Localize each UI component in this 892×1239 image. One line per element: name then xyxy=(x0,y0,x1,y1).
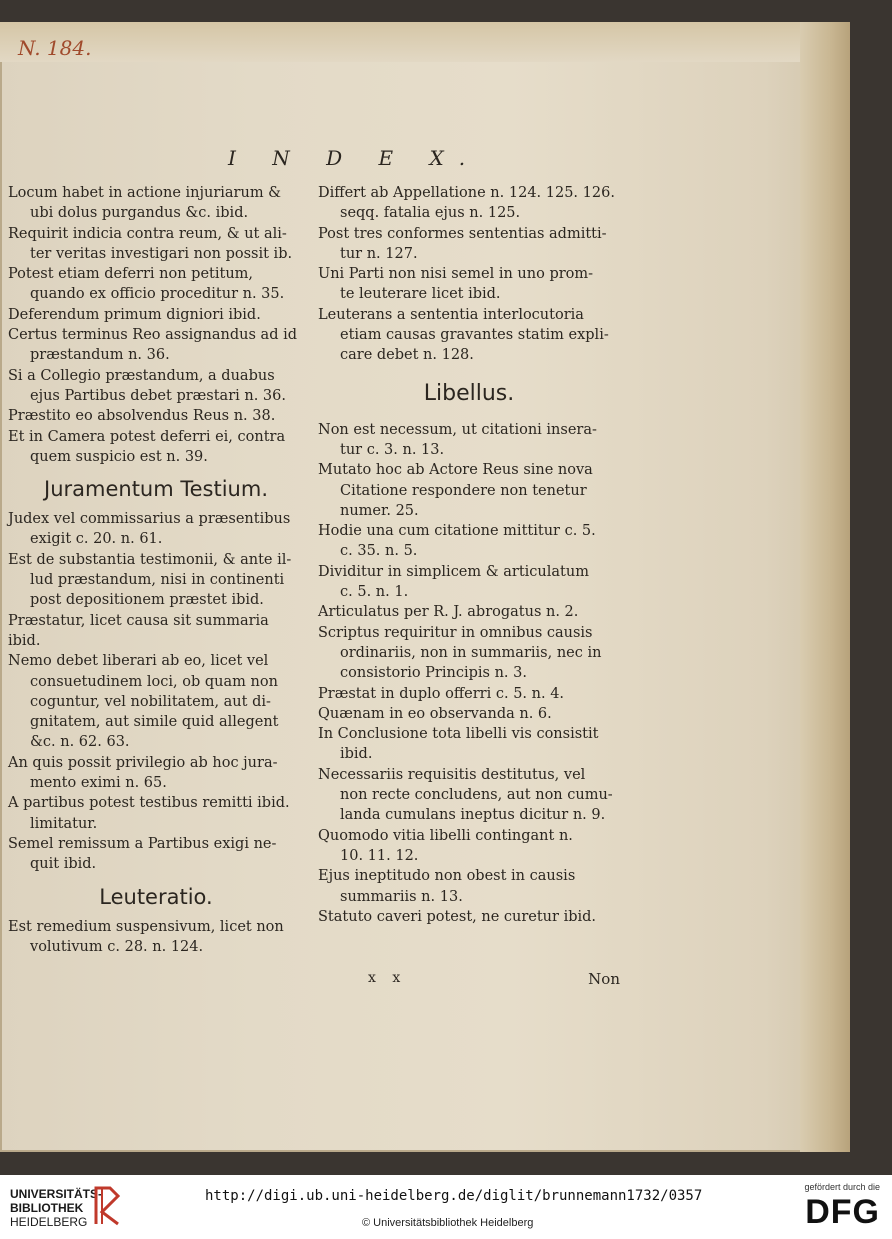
index-entry xyxy=(8,509,304,550)
entry-line: Et in Camera potest deferri ei, contra xyxy=(8,428,286,445)
signature-mark: x x xyxy=(368,970,407,986)
library-logo-text[interactable] xyxy=(10,1187,102,1229)
entry-line: exigit c. 20. n. 61. xyxy=(30,531,163,548)
entry-line: Scriptus requiritur in omnibus causis xyxy=(318,624,593,641)
entry-line: Nemo debet liberari ab eo, licet vel xyxy=(8,653,269,670)
entry-line: Potest etiam deferri non petitum, xyxy=(8,266,254,283)
index-entry xyxy=(8,834,304,875)
entry-line: lud præstandum, nisi in continenti xyxy=(30,572,285,589)
index-entry xyxy=(318,623,620,684)
entry-line: Requirit indicia contra reum, & ut ali- xyxy=(8,225,287,242)
entry-line: Præstito eo absolvendus Reus n. 38. xyxy=(8,408,276,425)
entry-line: 10. 11. 12. xyxy=(340,847,419,864)
shelfmark: N. 184. xyxy=(18,36,92,60)
dfg-funding-note: gefördert durch die xyxy=(804,1182,880,1192)
catchword: Non xyxy=(588,970,620,988)
entry-line: gnitatem, aut simile quid allegent xyxy=(30,714,279,731)
entry-line: Judex vel commissarius a præsentibus xyxy=(8,511,291,528)
index-entry xyxy=(318,684,620,704)
entry-line: Non est necessum, ut citationi insera- xyxy=(318,421,597,438)
index-entry xyxy=(8,793,304,834)
left-column xyxy=(8,183,304,957)
entry-line: mento eximi n. 65. xyxy=(30,775,167,792)
entry-line: ter veritas investigari non possit ib. xyxy=(30,245,293,262)
entry-line: Necessariis requisitis destitutus, vel xyxy=(318,766,586,783)
entry-line: c. 5. n. 1. xyxy=(340,584,409,601)
entry-line: post depositionem præstet ibid. xyxy=(30,592,264,609)
page-footer xyxy=(320,970,620,992)
entry-line: Dividitur in simplicem & articulatum xyxy=(318,563,589,580)
entry-line: coguntur, vel nobilitatem, aut di- xyxy=(30,693,271,710)
index-entry xyxy=(8,753,304,794)
right-column xyxy=(318,183,620,927)
index-entry xyxy=(318,724,620,765)
entry-line: seqq. fatalia ejus n. 125. xyxy=(340,205,521,222)
entry-line: quando ex officio proceditur n. 35. xyxy=(30,286,285,303)
entry-line: Est remedium suspensivum, licet non xyxy=(8,918,284,935)
page-top-edge xyxy=(0,22,850,62)
index-entry xyxy=(8,183,304,224)
entry-line: Statuto caveri potest, ne curetur ibid. xyxy=(318,908,597,925)
entry-line: quem suspicio est n. 39. xyxy=(30,448,208,465)
entry-line: Citatione respondere non tenetur xyxy=(340,482,587,499)
entry-line: consistorio Principis n. 3. xyxy=(340,665,527,682)
dfg-logo[interactable]: DFG xyxy=(805,1193,880,1231)
entry-line: consuetudinem loci, ob quam non xyxy=(30,673,278,690)
index-entry xyxy=(8,406,304,426)
entry-line: etiam causas gravantes statim expli- xyxy=(340,327,609,344)
entry-line: Quomodo vitia libelli contingant n. xyxy=(318,827,573,844)
index-entry xyxy=(8,264,304,305)
entry-line: care debet n. 128. xyxy=(340,347,474,364)
index-entry xyxy=(8,366,304,407)
entry-line: Præstat in duplo offerri c. 5. n. 4. xyxy=(318,685,565,702)
index-entry xyxy=(8,651,304,752)
entry-line: Ejus ineptitudo non obest in causis xyxy=(318,868,576,885)
page-right-edge xyxy=(800,22,850,1152)
entry-line: te leuterare licet ibid. xyxy=(340,286,501,303)
entry-line: ejus Partibus debet præstari n. 36. xyxy=(30,387,286,404)
index-entry xyxy=(8,305,304,325)
index-entry xyxy=(318,866,620,907)
index-entry xyxy=(318,521,620,562)
entry-line: numer. 25. xyxy=(340,502,419,519)
index-entry xyxy=(318,183,620,224)
entry-line: Si a Collegio præstandum, a duabus xyxy=(8,367,275,384)
entry-line: Est de substantia testimonii, & ante il- xyxy=(8,551,292,568)
entry-line: Certus terminus Reo assignandus ad id xyxy=(8,327,298,344)
entry-line: Post tres conformes sententias admitti- xyxy=(318,225,607,242)
index-entry xyxy=(318,305,620,366)
entry-line: Differt ab Appellatione n. 124. 125. 126. xyxy=(318,185,615,201)
page-title: I N D E X. xyxy=(228,146,481,170)
permalink-url[interactable]: http://digi.ub.uni-heidelberg.de/diglit/brunnemann1732/0357 xyxy=(205,1188,703,1204)
entry-line: c. 35. n. 5. xyxy=(340,543,418,560)
entry-line: Locum habet in actione injuriarum & xyxy=(8,185,282,201)
entry-line: tur c. 3. n. 13. xyxy=(340,441,445,458)
entry-line: An quis possit privilegio ab hoc jura- xyxy=(8,754,278,771)
library-logo-icon xyxy=(92,1184,122,1226)
entry-line: præstandum n. 36. xyxy=(30,347,170,364)
entry-line: Deferendum primum digniori ibid. xyxy=(8,306,261,323)
viewer-footer-bar xyxy=(0,1175,892,1239)
index-entry xyxy=(8,550,304,611)
entry-line: quit ibid. xyxy=(30,856,97,873)
entry-line: limitatur. xyxy=(30,815,98,832)
index-entry xyxy=(318,460,620,521)
library-name-line2: BIBLIOTHEK xyxy=(10,1201,84,1215)
section-heading: Leuteratio. xyxy=(99,884,213,909)
entry-line: Præstatur, licet causa sit summaria ibid. xyxy=(8,612,269,649)
library-name-line1: UNIVERSITÄTS- xyxy=(10,1187,103,1201)
section-heading: Libellus. xyxy=(423,380,515,406)
entry-line: ubi dolus purgandus &c. ibid. xyxy=(30,205,249,222)
entry-line: Leuterans a sententia interlocutoria xyxy=(318,306,584,323)
index-entry xyxy=(318,826,620,867)
index-entry xyxy=(318,907,620,927)
entry-line: non recte concludens, aut non cumu- xyxy=(340,787,613,804)
index-entry xyxy=(8,224,304,265)
index-entry xyxy=(318,704,620,724)
entry-line: Uni Parti non nisi semel in uno prom- xyxy=(318,266,594,283)
index-entry xyxy=(318,765,620,826)
entry-line: Articulatus per R. J. abrogatus n. 2. xyxy=(318,604,579,621)
index-entry xyxy=(8,325,304,366)
index-entry xyxy=(318,224,620,265)
entry-line: landa cumulans ineptus dicitur n. 9. xyxy=(340,807,606,824)
entry-line: In Conclusione tota libelli vis consistit xyxy=(318,726,599,743)
entry-line: Quænam in eo observanda n. 6. xyxy=(318,705,552,722)
index-entry xyxy=(8,917,304,958)
library-name-line3: HEIDELBERG xyxy=(10,1215,88,1229)
entry-line: summariis n. 13. xyxy=(340,888,463,905)
entry-line: ibid. xyxy=(340,746,373,763)
copyright-notice: © Universitätsbibliothek Heidelberg xyxy=(362,1217,534,1229)
index-entry xyxy=(318,562,620,603)
index-entry xyxy=(318,602,620,622)
index-entry xyxy=(8,611,304,652)
entry-line: &c. n. 62. 63. xyxy=(30,734,130,751)
entry-line: tur n. 127. xyxy=(340,245,418,262)
index-entry xyxy=(8,427,304,468)
index-entry xyxy=(318,264,620,305)
index-entry xyxy=(318,420,620,461)
entry-line: Hodie una cum citatione mittitur c. 5. xyxy=(318,523,596,540)
entry-line: A partibus potest testibus remitti ibid. xyxy=(8,795,290,812)
entry-line: volutivum c. 28. n. 124. xyxy=(30,938,204,955)
entry-line: ordinariis, non in summariis, nec in xyxy=(340,644,602,661)
entry-line: Mutato hoc ab Actore Reus sine nova xyxy=(318,462,593,479)
entry-line: Semel remissum a Partibus exigi ne- xyxy=(8,835,277,852)
section-heading: Juramentum Testium. xyxy=(44,477,268,502)
